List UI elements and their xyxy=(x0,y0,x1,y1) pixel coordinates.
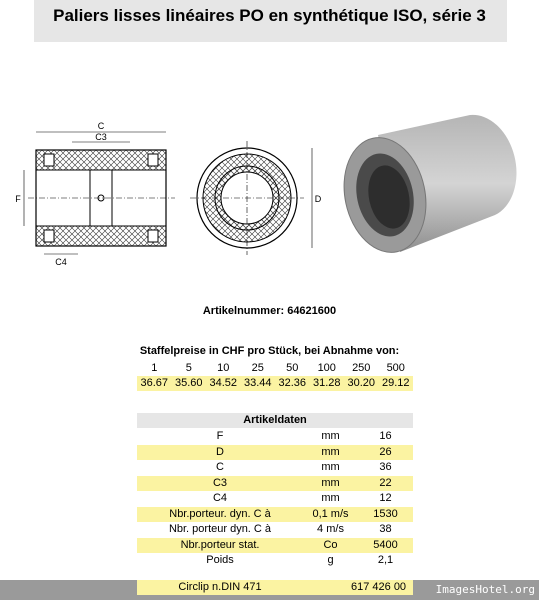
spec-row xyxy=(137,522,413,538)
price-cell: 33.44 xyxy=(243,377,272,389)
spec-value: 36 xyxy=(379,461,392,473)
spec-value: 38 xyxy=(379,523,392,535)
qty-cell: 250 xyxy=(352,362,371,374)
spec-table xyxy=(137,429,413,569)
spec-unit: mm xyxy=(321,430,340,442)
qty-cell: 25 xyxy=(251,362,264,374)
spec-label: C xyxy=(216,461,224,473)
spec-row xyxy=(137,429,413,445)
dim-f-label: F xyxy=(15,194,21,204)
price-cell: 31.28 xyxy=(312,377,341,389)
circlip-value: 617 426 00 xyxy=(351,581,407,593)
spec-value: 16 xyxy=(379,430,392,442)
spec-unit: mm xyxy=(321,461,340,473)
qty-cell: 1 xyxy=(151,362,158,374)
bushing-photo xyxy=(334,115,517,260)
price-cell: 30.20 xyxy=(347,377,376,389)
price-cell: 35.60 xyxy=(174,377,203,389)
spec-row xyxy=(137,553,413,569)
price-quantity-row xyxy=(137,361,413,376)
qty-cell: 50 xyxy=(286,362,299,374)
spec-table-title: Artikeldaten xyxy=(137,413,413,428)
spec-value: 5400 xyxy=(358,538,413,554)
spec-value: 12 xyxy=(379,492,392,504)
spec-row xyxy=(137,507,413,523)
qty-cell: 500 xyxy=(386,362,405,374)
spec-label: F xyxy=(216,430,224,442)
spec-unit: mm xyxy=(303,476,358,492)
article-number: Artikelnummer: 64621600 xyxy=(202,305,337,317)
spec-value: 2,1 xyxy=(377,554,394,566)
spec-unit: 0,1 m/s xyxy=(303,507,358,523)
qty-cell: 5 xyxy=(185,362,192,374)
spec-row xyxy=(137,538,413,554)
spec-label: Nbr.porteur. dyn. C à xyxy=(137,507,303,523)
dim-c3-label: C3 xyxy=(95,132,107,142)
dim-c-label: C xyxy=(97,121,105,131)
price-value-row xyxy=(137,376,413,391)
price-table-title: Staffelpreise in CHF pro Stück, bei Abnahme von: xyxy=(139,345,400,357)
price-cell: 36.67 xyxy=(140,377,169,389)
spec-row xyxy=(137,460,413,476)
page-title: Paliers lisses linéaires PO en synthétique ISO, série 3 xyxy=(53,6,486,25)
price-cell: 32.36 xyxy=(278,377,307,389)
spec-label: Nbr. porteur dyn. C à xyxy=(168,523,272,535)
circlip-row xyxy=(137,580,413,595)
section-view xyxy=(15,121,175,267)
spec-unit: mm xyxy=(321,492,340,504)
dim-c4-label: C4 xyxy=(55,257,67,267)
spec-row xyxy=(137,445,413,461)
qty-cell: 100 xyxy=(317,362,336,374)
spec-value: 1530 xyxy=(358,507,413,523)
spec-value: 26 xyxy=(358,445,413,461)
product-drawing xyxy=(0,110,539,290)
watermark: ImagesHotel.org xyxy=(435,583,535,596)
circlip-label: Circlip n.DIN 471 xyxy=(178,581,262,593)
price-cell: 29.12 xyxy=(381,377,410,389)
spec-row xyxy=(137,491,413,507)
spec-label: C3 xyxy=(137,476,303,492)
end-view xyxy=(190,141,322,255)
spec-value: 22 xyxy=(358,476,413,492)
spec-label: D xyxy=(137,445,303,461)
dim-d-label: D xyxy=(314,194,322,204)
spec-label: C4 xyxy=(212,492,228,504)
spec-unit: mm xyxy=(303,445,358,461)
price-cell: 34.52 xyxy=(209,377,238,389)
spec-label: Poids xyxy=(206,554,234,566)
spec-label: Nbr.porteur stat. xyxy=(137,538,303,554)
spec-unit: 4 m/s xyxy=(317,523,344,535)
qty-cell: 10 xyxy=(217,362,230,374)
spec-row xyxy=(137,476,413,492)
spec-unit: Co xyxy=(303,538,358,554)
spec-unit: g xyxy=(327,554,334,566)
